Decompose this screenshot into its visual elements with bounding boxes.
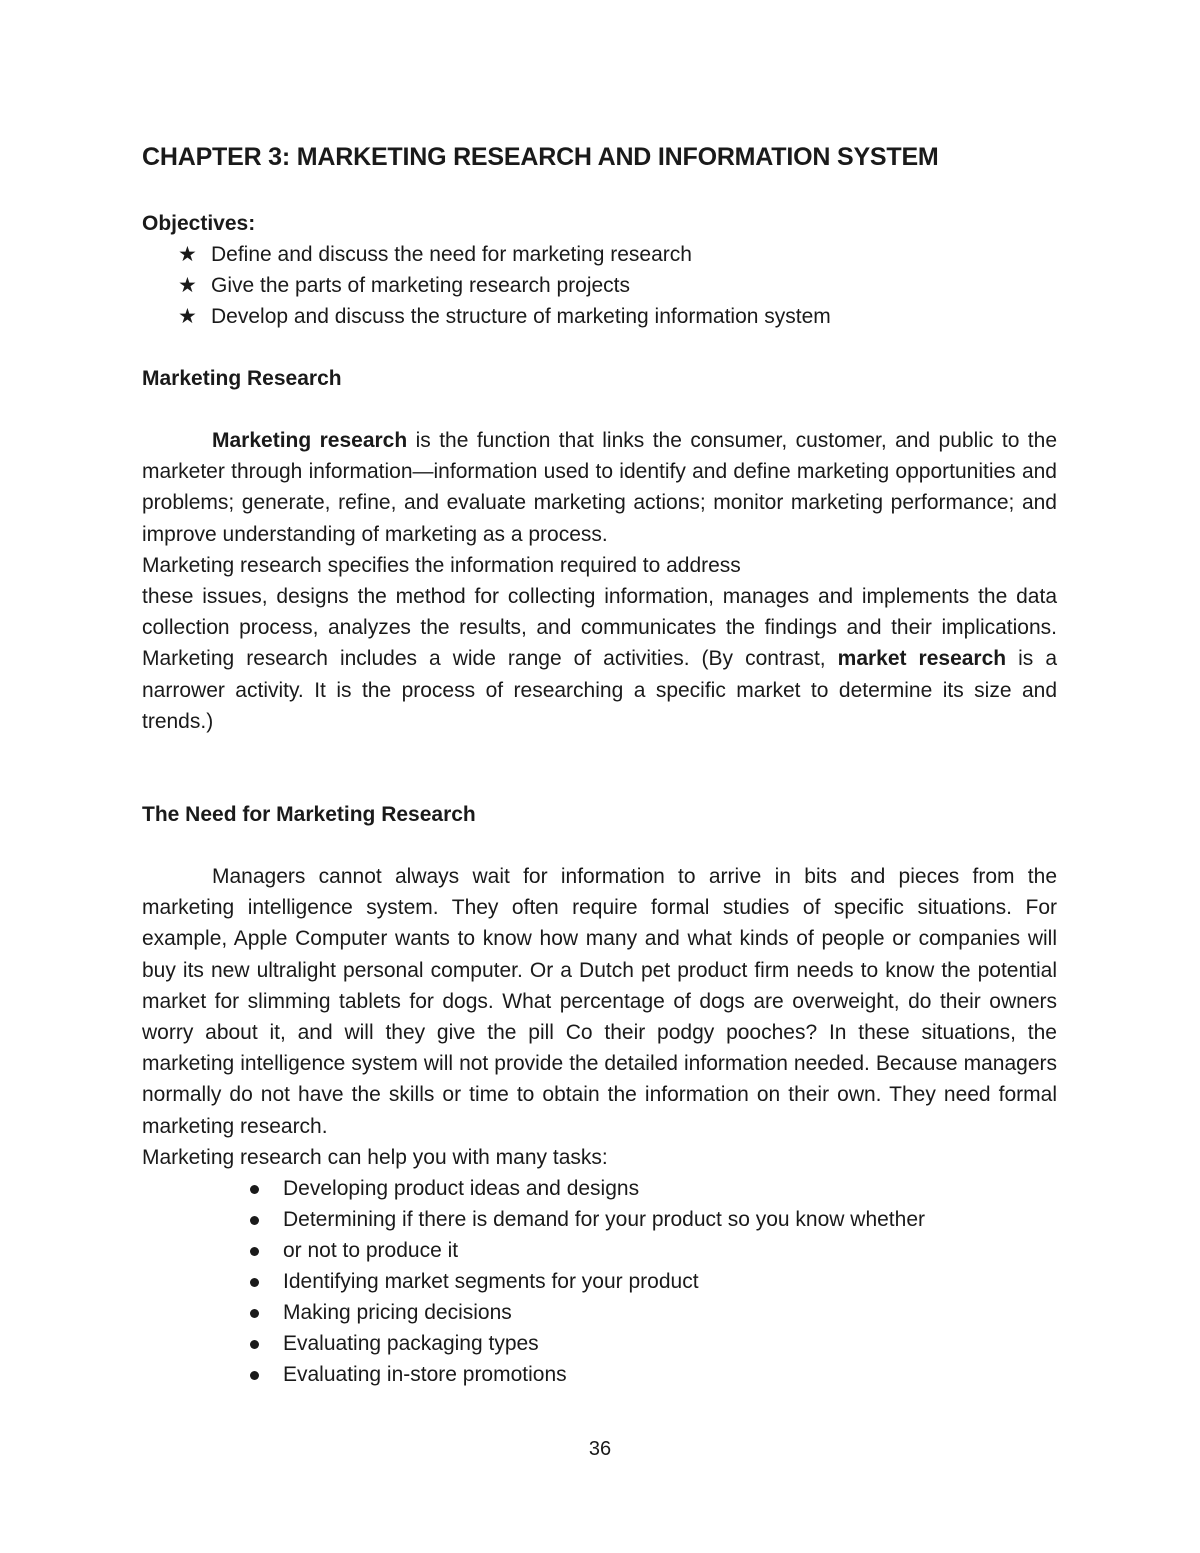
list-item xyxy=(248,1359,1057,1390)
paragraph-text: is a narrower activity. It is the process of researching a specific market to determine its size and trends.) xyxy=(142,647,1057,733)
list-item xyxy=(248,1173,1057,1204)
bullet-dot-icon xyxy=(250,1309,259,1318)
bullet-dot-icon xyxy=(250,1247,259,1256)
task-text: Identifying market segments for your product xyxy=(283,1270,699,1294)
paragraph-text: these issues, designs the method for collecting information, manages and implements the data collection process, analyzes the results, and communicates the findings and their implications. Marketing research includes a wide range of activities. (By contrast, xyxy=(142,585,1057,671)
star-bullet-icon: ★ xyxy=(178,274,197,297)
term-market-research: market research xyxy=(837,647,1007,671)
paragraph-last-line: Marketing research specifies the information required to address xyxy=(142,553,741,577)
list-item xyxy=(248,1266,1057,1297)
star-bullet-icon: ★ xyxy=(178,243,197,266)
list-item xyxy=(248,1235,1057,1266)
list-item xyxy=(248,1328,1057,1359)
page-number: 36 xyxy=(588,1438,612,1460)
objective-text: Define and discuss the need for marketing research xyxy=(211,243,692,266)
objective-item xyxy=(178,239,1057,270)
list-item xyxy=(248,1204,1057,1235)
bullet-dot-icon xyxy=(250,1278,259,1287)
section-heading-need-for-research: The Need for Marketing Research xyxy=(142,803,476,827)
task-text: Developing product ideas and designs xyxy=(283,1177,640,1201)
marketing-research-paragraph-2 xyxy=(142,581,1057,737)
paragraph-text: is the function that links the consumer, customer, and public to the marketer through information—information used to identify and define marketing opportunities and problems; generate, refine, and evaluate marketing actions; monitor marketing performance; and improve understanding of marketing as a process. xyxy=(142,429,1057,546)
task-text: Evaluating packaging types xyxy=(283,1332,539,1356)
task-text: Determining if there is demand for your product so you know whether xyxy=(283,1208,925,1232)
objective-text: Give the parts of marketing research projects xyxy=(211,274,631,297)
task-text: Evaluating in-store promotions xyxy=(283,1363,567,1387)
star-bullet-icon: ★ xyxy=(178,305,197,328)
task-text: or not to produce it xyxy=(283,1239,459,1263)
objective-item xyxy=(178,301,1057,332)
page-content xyxy=(142,140,1057,1390)
objective-item xyxy=(178,270,1057,301)
chapter-title: CHAPTER 3: MARKETING RESEARCH AND INFORMATION SYSTEM xyxy=(142,143,939,171)
term-marketing-research: Marketing research xyxy=(212,429,408,452)
paragraph-last-line: Marketing research can help you with many tasks: xyxy=(142,1145,608,1169)
list-item xyxy=(248,1297,1057,1328)
section-heading-marketing-research: Marketing Research xyxy=(142,367,342,390)
task-text: Making pricing decisions xyxy=(283,1301,512,1325)
objectives-label: Objectives: xyxy=(142,212,256,235)
marketing-research-paragraph-1 xyxy=(142,425,1057,581)
objective-text: Develop and discuss the structure of marketing information system xyxy=(211,305,831,328)
bullet-dot-icon xyxy=(250,1340,259,1349)
bullet-dot-icon xyxy=(250,1371,259,1380)
bullet-dot-icon xyxy=(250,1185,259,1194)
objectives-list xyxy=(142,239,1057,332)
need-for-research-paragraph xyxy=(142,861,1057,1173)
tasks-list xyxy=(142,1173,1057,1390)
paragraph-text: Managers cannot always wait for information to arrive in bits and pieces from the marketing intelligence system. They often require formal studies of specific situations. For example, Apple Computer wants to know how many and what kinds of people or companies will buy its new ultralight personal computer. Or a Dutch pet product firm needs to know the potential market for slimming tablets for dogs. What percentage of dogs are overweight, do their owners worry about it, and will they give the pill Co their podgy pooches? In these situations, the marketing intelligence system will not provide the detailed information needed. Because managers normally do not have the skills or time to obtain the information on their own. They need formal marketing research. xyxy=(142,865,1057,1138)
bullet-dot-icon xyxy=(250,1216,259,1225)
